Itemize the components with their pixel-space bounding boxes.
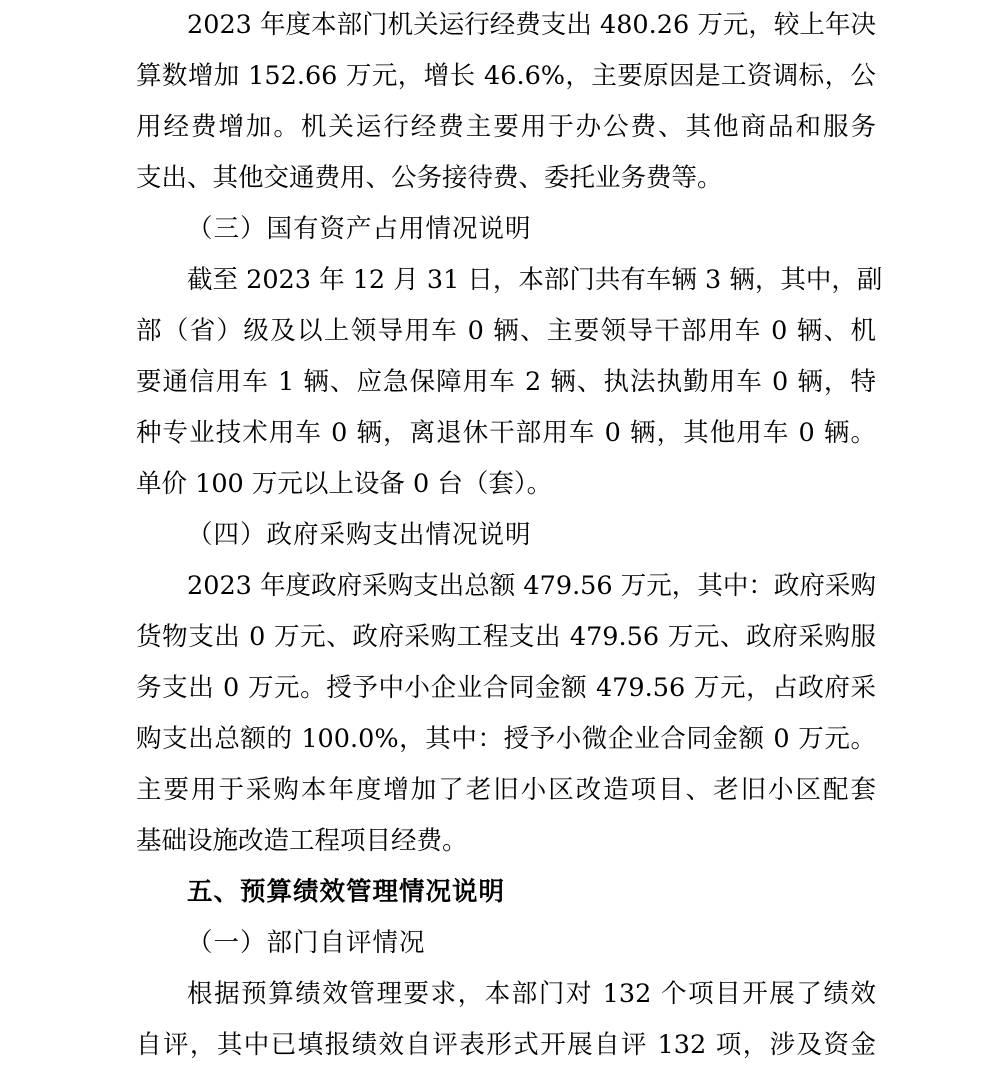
body-line-8: 要通信用车 1 辆、应急保障用车 2 辆、执法执勤用车 0 辆，特 — [136, 367, 876, 397]
body-line-2: 算数增加 152.66 万元，增长 46.6%，主要原因是工资调标，公 — [136, 61, 876, 91]
section-heading-4: （四）政府采购支出情况说明 — [187, 520, 532, 550]
body-line-17: 基础设施改造工程项目经费。 — [136, 826, 468, 856]
section-heading-5-1: （一）部门自评情况 — [187, 928, 426, 958]
body-line-20: 根据预算绩效管理要求，本部门对 132 个项目开展了绩效 — [187, 979, 876, 1009]
body-line-1: 2023 年度本部门机关运行经费支出 480.26 万元，较上年决 — [187, 10, 876, 40]
body-line-13: 货物支出 0 万元、政府采购工程支出 479.56 万元、政府采购服 — [136, 622, 876, 652]
body-line-6: 截至 2023 年 12 月 31 日，本部门共有车辆 3 辆，其中，副 — [187, 265, 883, 295]
body-line-21: 自评，其中已填报绩效自评表形式开展自评 132 项，涉及资金 — [136, 1030, 876, 1060]
document-page — [136, 0, 883, 1071]
body-line-16: 主要用于采购本年度增加了老旧小区改造项目、老旧小区配套 — [136, 775, 876, 805]
body-line-10: 单价 100 万元以上设备 0 台（套）。 — [136, 469, 553, 499]
body-line-15: 购支出总额的 100.0%，其中：授予小微企业合同金额 0 万元。 — [136, 724, 876, 754]
body-line-7: 部（省）级及以上领导用车 0 辆、主要领导干部用车 0 辆、机 — [136, 316, 876, 346]
body-line-3: 用经费增加。机关运行经费主要用于办公费、其他商品和服务 — [136, 112, 876, 142]
body-line-9: 种专业技术用车 0 辆，离退休干部用车 0 辆，其他用车 0 辆。 — [136, 418, 876, 448]
body-line-12: 2023 年度政府采购支出总额 479.56 万元，其中：政府采购 — [187, 571, 876, 601]
section-heading-3: （三）国有资产占用情况说明 — [187, 214, 532, 244]
chapter-heading-5: 五、预算绩效管理情况说明 — [187, 877, 506, 907]
body-line-4: 支出、其他交通费用、公务接待费、委托业务费等。 — [136, 163, 723, 193]
body-line-14: 务支出 0 万元。授予中小企业合同金额 479.56 万元，占政府采 — [136, 673, 876, 703]
